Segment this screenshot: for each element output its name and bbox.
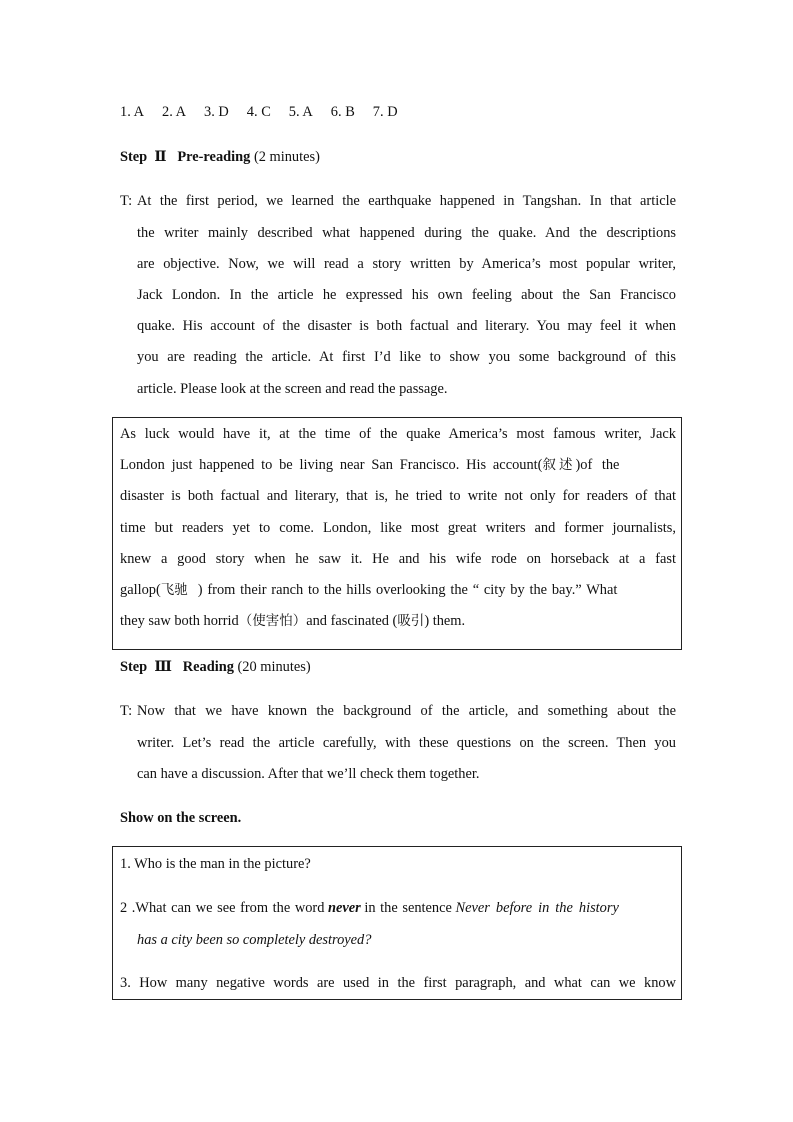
paragraph-line: are objective. Now, we will read a story written by America’s most popular writer, [137,256,676,272]
paragraph-line: you are reading the article. At first I’d like to show you some background of this [137,349,676,365]
answer-item: 5. A [288,104,313,120]
paragraph-line: the writer mainly described what happened during the quake. And the descriptions [137,225,676,241]
passage-line: London just happened to be living near San Francisco. His account(叙述)of the [120,457,620,473]
answer-item: 3. D [204,104,229,120]
paragraph-line: can have a discussion. After that we’ll check them together. [137,766,480,782]
step-numeral: Ⅲ [154,659,172,675]
step-title: Reading [182,659,234,675]
chinese-gloss: 叙述 [542,457,576,473]
chinese-gloss: 飞驰 [160,582,188,598]
question-1: 1. Who is the man in the picture? [120,856,311,872]
step-word: Step [120,659,148,675]
step-duration: (20 minutes) [237,659,311,675]
passage-line: disaster is both factual and literary, that is, he tried to write not only for readers of that [120,488,676,504]
show-on-screen-label: Show on the screen. [120,810,242,826]
emphasized-word: never [328,900,361,916]
passage-line: gallop(飞驰 ) from their ranch to the hills overlooking the “ city by the bay.” What [120,582,618,598]
paragraph-line: At the first period, we learned the earthquake happened in Tangshan. In that article [137,193,676,209]
speaker-label: T: [120,703,133,719]
answer-item: 2. A [162,104,186,120]
speaker-label: T: [120,193,133,209]
passage-line: knew a good story when he saw it. He and his wife rode on horseback at a fast [120,551,676,567]
passage-line: As luck would have it, at the time of the quake America’s most famous writer, Jack [120,426,676,442]
paragraph-line: writer. Let’s read the article carefully, with these questions on the screen. Then you [137,735,676,751]
question-2: 2 .What can we see from the word never in the sentence Never before in the history [120,900,619,916]
step-numeral: Ⅱ [154,149,167,165]
step-duration: (2 minutes) [253,149,320,165]
question-3: 3. How many negative words are used in the first paragraph, and what can we know [120,975,676,991]
step-2-heading [120,147,320,167]
answer-item: 4. C [246,104,271,120]
answer-item: 6. B [330,104,355,120]
question-2-continued: has a city been so completely destroyed? [137,932,372,948]
passage-line: they saw both horrid（使害怕）and fascinated (吸引) them. [120,613,466,629]
answer-item: 1. A [120,104,144,120]
answer-item: 7. D [372,104,398,120]
chinese-gloss: 吸引 [397,613,425,629]
chinese-gloss: （使害怕） [238,613,307,629]
passage-line: time but readers yet to come. London, like most great writers and former journalists, [120,520,676,536]
questions-content [112,846,682,999]
paragraph-line: article. Please look at the screen and read the passage. [137,381,448,397]
quoted-sentence: Never before in the history [455,900,619,916]
answer-key [120,102,416,122]
step-word: Step [120,149,148,165]
step-title: Pre-reading [177,149,251,165]
paragraph-line: Now that we have known the background of the article, and something about the [137,703,676,719]
paragraph-line: Jack London. In the article he expressed his own feeling about the San Francisco [137,287,676,303]
paragraph-line: quake. His account of the disaster is both factual and literary. You may feel it when [137,318,676,334]
step-3-heading [120,657,311,677]
